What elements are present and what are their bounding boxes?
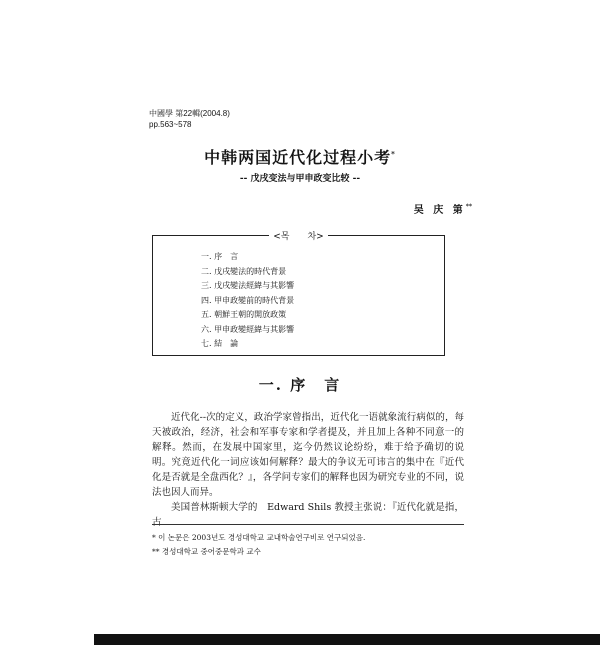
author-footnote-mark: ** bbox=[465, 203, 472, 211]
footnote-divider bbox=[152, 524, 464, 525]
section-heading: 一. 序 言 bbox=[258, 376, 342, 394]
body-paragraph: 美国普林斯顿大学的 Edward Shils 教授主张说：『近代化就是指，古 bbox=[152, 502, 464, 528]
footnotes bbox=[152, 531, 365, 559]
scan-edge-bar bbox=[94, 634, 600, 645]
journal-info bbox=[149, 108, 230, 130]
toc-heading: <목 차> bbox=[153, 229, 444, 242]
toc-item: 五. 朝鮮王朝的開放政策 bbox=[201, 310, 287, 319]
toc-item: 七. 結 論 bbox=[201, 339, 239, 348]
author-name: 吴 庆 第 bbox=[413, 205, 466, 216]
footnote: ** 경성대학교 중어중문학과 교수 bbox=[152, 547, 261, 556]
toc-item: 四. 甲申政變前的時代背景 bbox=[201, 295, 295, 305]
paper-subtitle: -- 戊戌变法与甲申政变比较 -- bbox=[239, 174, 361, 184]
journal-pages: pp.563~578 bbox=[149, 120, 192, 129]
paper-title-text: 中韩两国近代化过程小考 bbox=[204, 148, 392, 167]
toc-item: 二. 戊戌變法的時代背景 bbox=[201, 266, 287, 276]
toc-item: 一. 序 言 bbox=[201, 252, 239, 261]
toc-item: 三. 戊戌變法經緯与其影響 bbox=[201, 281, 295, 290]
toc-list bbox=[201, 250, 294, 352]
footnote: * 이 논문은 2003년도 경성대학교 교내학술연구비로 연구되었음. bbox=[152, 533, 366, 542]
title-footnote-mark: * bbox=[391, 149, 396, 159]
journal-issue: 中國學 第22輯(2004.8) bbox=[149, 109, 230, 118]
body-text bbox=[152, 410, 464, 530]
toc-item: 六. 甲申政變經緯与其影響 bbox=[201, 324, 295, 334]
body-paragraph: 近代化--次的定义，政治学家曾指出，近代化一语就象流行病似的，每天被政治，经济，社会和军事专家和学者提及，并且加上各种不同意一的解释。然而，在发展中国家里，迄今仍然议论纷纷，难于给予确切的说明。究竟近代化一词应该如何解释？最大的争议无可讳言的集中在『近代化是否就是全盘西化？』，各学问专家们的解释也因为研究专业的不同，说法也因人而异。 bbox=[152, 412, 464, 498]
author bbox=[414, 201, 472, 216]
table-of-contents bbox=[152, 232, 445, 356]
paper-title bbox=[0, 145, 600, 168]
